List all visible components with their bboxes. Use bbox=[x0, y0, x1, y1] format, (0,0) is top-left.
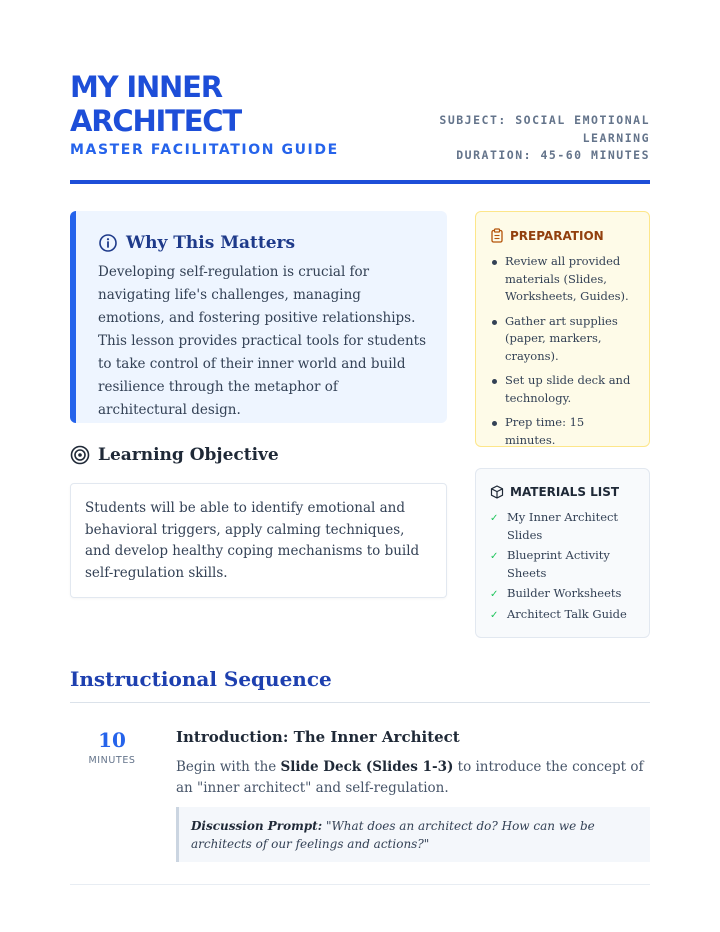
list-item bbox=[490, 547, 637, 582]
list-item bbox=[490, 585, 637, 603]
subject-line-2: LEARNING bbox=[582, 130, 650, 145]
step-divider bbox=[70, 884, 650, 885]
step-text-part: to introduce the concept of an "inner architect" and self-regulation. bbox=[176, 759, 644, 796]
why-text: Developing self-regulation is crucial for navigating life's challenges, managing emotions, and fostering positive relationships. This lesson provides practical tools for students to take control of their inner world and build resilience through the metaphor of architectural design. bbox=[98, 264, 427, 418]
subject-line-1: SUBJECT: SOCIAL EMOTIONAL bbox=[439, 113, 650, 127]
prompt-text: "What does an architect do? How can we be architects of our feelings and actions?" bbox=[191, 819, 595, 851]
materials-card bbox=[475, 468, 650, 638]
list-item bbox=[490, 606, 637, 624]
title-line-1: MY INNER bbox=[70, 70, 222, 104]
list-item bbox=[490, 509, 637, 544]
learning-objective-title: Learning Objective bbox=[98, 445, 279, 465]
preparation-header bbox=[490, 228, 637, 243]
check-icon: ✓ bbox=[490, 589, 499, 600]
materials-header bbox=[490, 485, 637, 499]
list-item: Prep time: 15 minutes. bbox=[490, 414, 637, 449]
material-label: Architect Talk Guide bbox=[507, 606, 627, 621]
step-minutes-label: MINUTES bbox=[88, 755, 136, 766]
list-item: Set up slide deck and technology. bbox=[490, 372, 637, 407]
discussion-prompt bbox=[176, 807, 650, 862]
duration: DURATION: 45-60 MINUTES bbox=[456, 148, 650, 162]
preparation-card bbox=[475, 211, 650, 447]
check-icon: ✓ bbox=[490, 513, 499, 524]
material-label: Blueprint Activity Sheets bbox=[507, 548, 610, 580]
sequence-title: Instructional Sequence bbox=[70, 667, 332, 691]
info-icon bbox=[98, 233, 118, 253]
step-text-part: Begin with the bbox=[176, 759, 281, 775]
prompt-label: Discussion Prompt: bbox=[191, 819, 323, 833]
why-this-matters-card bbox=[70, 211, 447, 423]
clipboard-icon bbox=[490, 228, 504, 243]
materials-list bbox=[490, 509, 637, 623]
page-subtitle: MASTER FACILITATION GUIDE bbox=[70, 142, 339, 158]
list-item: Review all provided materials (Slides, Worksheets, Guides). bbox=[490, 253, 637, 306]
material-label: My Inner Architect Slides bbox=[507, 510, 619, 542]
step-title: Introduction: The Inner Architect bbox=[176, 728, 460, 746]
box-icon bbox=[490, 485, 504, 499]
target-icon bbox=[70, 445, 90, 465]
material-label: Builder Worksheets bbox=[507, 586, 622, 600]
materials-title: MATERIALS LIST bbox=[510, 485, 620, 499]
lesson-meta bbox=[410, 112, 650, 165]
step-text-bold: Slide Deck (Slides 1-3) bbox=[280, 759, 454, 775]
check-icon: ✓ bbox=[490, 551, 499, 562]
learning-objective-header bbox=[70, 445, 279, 465]
check-icon: ✓ bbox=[490, 609, 499, 621]
header bbox=[70, 70, 650, 185]
why-header bbox=[98, 233, 427, 253]
learning-objective-text: Students will be able to identify emotional and behavioral triggers, apply calming techniques, and develop healthy coping mechanisms to build self-regulation skills. bbox=[70, 483, 447, 598]
step-text bbox=[176, 757, 650, 799]
step-duration bbox=[70, 727, 154, 766]
list-item: Gather art supplies (paper, markers, crayons). bbox=[490, 313, 637, 366]
header-divider bbox=[70, 180, 650, 184]
preparation-title: PREPARATION bbox=[510, 228, 604, 243]
sequence-divider bbox=[70, 702, 650, 703]
title-line-2: ARCHITECT bbox=[70, 104, 241, 138]
step-minutes: 10 bbox=[98, 728, 126, 752]
preparation-list bbox=[490, 253, 637, 449]
why-title: Why This Matters bbox=[126, 233, 296, 253]
